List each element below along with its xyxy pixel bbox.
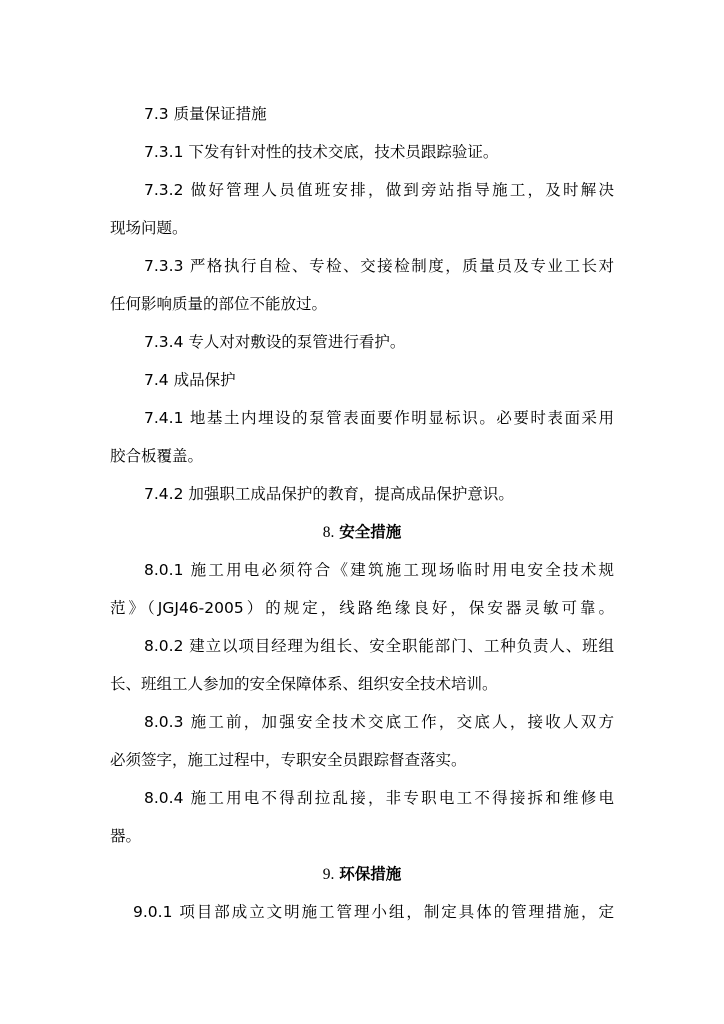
paragraph-8-0-3-line-2: 必须签字，施工过程中，专职安全员跟踪督查落实。 xyxy=(110,751,467,769)
paragraph-7-4-1-line-1: 7.4.1 地基土内埋设的泵管表面要作明显标识。必要时表面采用 xyxy=(144,409,614,427)
paragraph-7-4-2: 7.4.2 加强职工成品保护的教育，提高成品保护意识。 xyxy=(144,485,514,503)
paragraph-8-0-4-line-1: 8.0.4 施工用电不得刮拉乱接，非专职电工不得接拆和维修电 xyxy=(144,789,614,807)
paragraph-7-3-2-line-1: 7.3.2 做好管理人员值班安排，做到旁站指导施工，及时解决 xyxy=(144,181,614,199)
paragraph-8-0-1-line-1: 8.0.1 施工用电必须符合《建筑施工现场临时用电安全技术规 xyxy=(144,561,614,579)
paragraph-8-0-1-line-2: 范》（JGJ46-2005）的规定，线路绝缘良好，保安器灵敏可靠。 xyxy=(110,599,614,617)
paragraph-8-0-2-line-2: 长、班组工人参加的安全保障体系、组织安全技术培训。 xyxy=(110,675,498,693)
paragraph-7-3-4: 7.3.4 专人对对敷设的泵管进行看护。 xyxy=(144,333,406,351)
chapter-number: 8. xyxy=(322,524,335,541)
chapter-title: 环保措施 xyxy=(339,865,402,883)
chapter-heading-9 xyxy=(110,864,614,885)
paragraph-9-0-1-line-1: 9.0.1 项目部成立文明施工管理小组，制定具体的管理措施，定 xyxy=(133,903,614,921)
paragraph-7-4-1-line-2: 胶合板覆盖。 xyxy=(110,447,204,465)
chapter-title: 安全措施 xyxy=(339,523,402,541)
paragraph-7-3-2-line-2: 现场问题。 xyxy=(110,219,188,237)
section-heading-7-3: 7.3 质量保证措施 xyxy=(144,105,267,123)
paragraph-7-3-3-line-1: 7.3.3 严格执行自检、专检、交接检制度，质量员及专业工长对 xyxy=(144,257,614,275)
paragraph-8-0-3-line-1: 8.0.3 施工前，加强安全技术交底工作，交底人，接收人双方 xyxy=(144,713,614,731)
paragraph-7-3-1: 7.3.1 下发有针对性的技术交底，技术员跟踪验证。 xyxy=(144,143,499,161)
paragraph-8-0-4-line-2: 器。 xyxy=(110,827,142,845)
chapter-number: 9. xyxy=(322,866,335,883)
paragraph-7-3-3-line-2: 任何影响质量的部位不能放过。 xyxy=(110,295,328,313)
chapter-heading-8 xyxy=(110,522,614,543)
section-heading-7-4: 7.4 成品保护 xyxy=(144,371,236,389)
paragraph-8-0-2-line-1: 8.0.2 建立以项目经理为组长、安全职能部门、工种负责人、班组 xyxy=(144,637,614,655)
